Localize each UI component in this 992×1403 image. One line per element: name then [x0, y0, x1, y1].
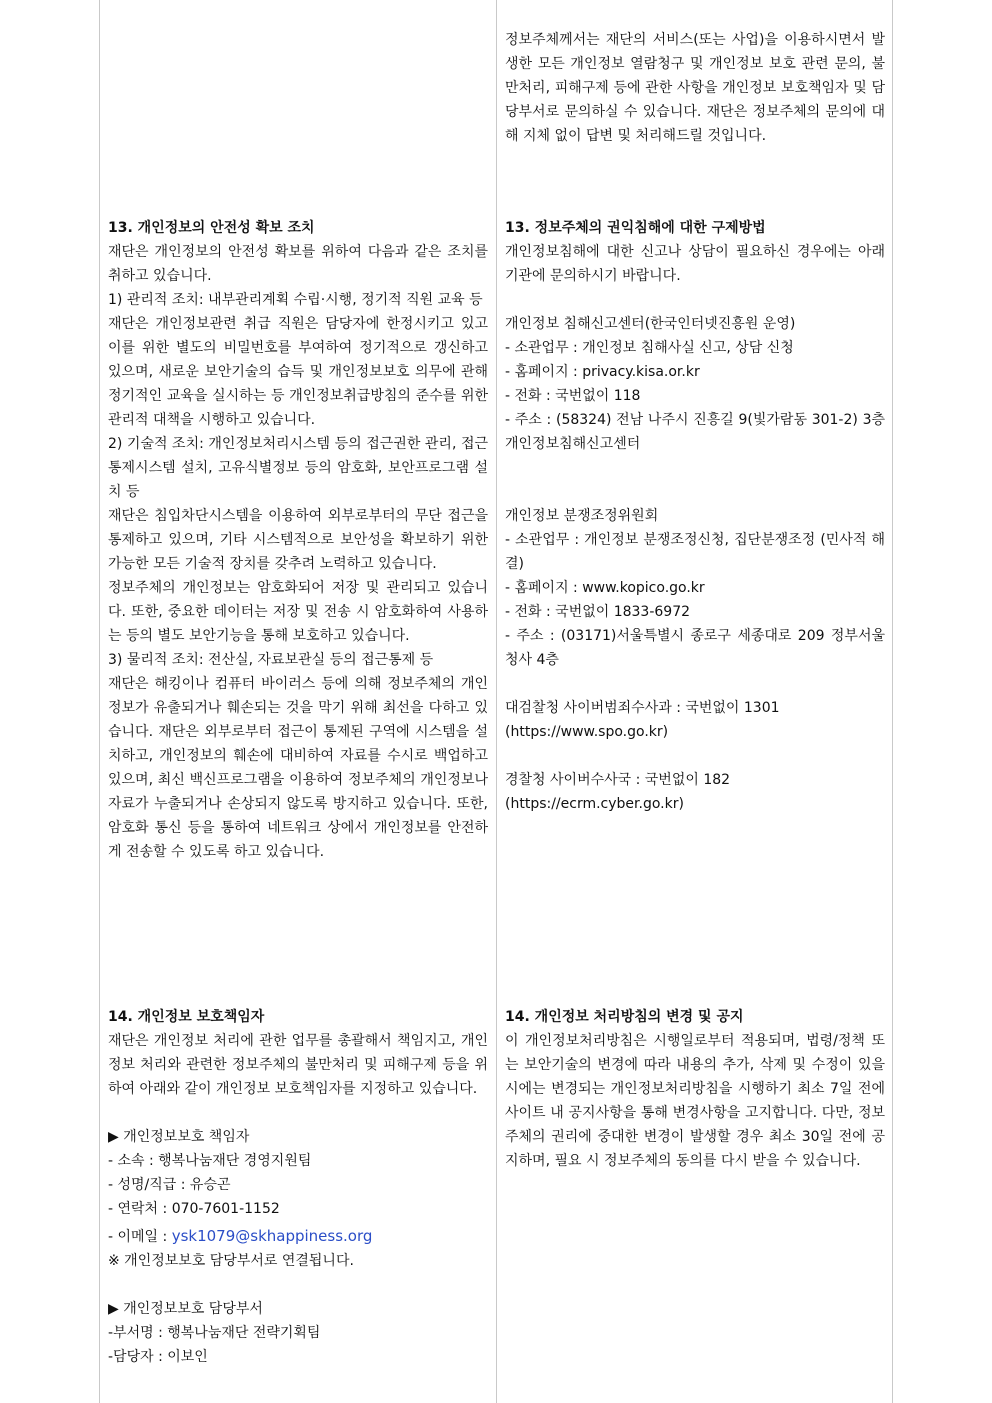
- agency-name: 경찰청 사이버수사국 : 국번없이 182: [505, 772, 731, 788]
- paragraph: 1) 관리적 조치: 내부관리계획 수립·시행, 정기적 직원 교육 등: [108, 292, 483, 308]
- section-14-left-title: 14. 개인정보 보호책임자: [108, 1009, 265, 1025]
- paragraph: 재단은 해킹이나 컴퓨터 바이러스 등에 의해 정보주체의 개인정보가 유출되거나 훼손되는 것을 막기 위해 최선을 다하고 있습니다. 재단은 외부로부터 접근이 통제된 구역에 시스템을 설치하고, 개인정보의 훼손에 대비하여 자료를 수시로 백업하고 있으며, 최신 백신프로그램을 이용하여 정보주체의 개인정보나 자료가 누출되거나 손상되지 않도록 방지하고 있습니다. 또한, 암호화 통신 등을 통하여 네트워크 상에서 개인정보를 안전하게 전송할 수 있도록 하고 있습니다.: [108, 676, 488, 860]
- rights-inquiry-paragraph: [505, 28, 885, 148]
- rights-inquiry-text: 정보주체께서는 재단의 서비스(또는 사업)을 이용하시면서 발생한 모든 개인정보 열람청구 및 개인정보 보호 관련 문의, 불만처리, 피해구제 등에 관한 사항을 개인정보 보호책임자 및 담당부서로 문의하실 수 있습니다. 재단은 정보주체의 문의에 대해 지체 없이 답변 및 처리해드릴 것입니다.: [505, 32, 885, 144]
- table-border-right: [892, 0, 893, 1403]
- agency-detail: - 홈페이지 : privacy.kisa.or.kr: [505, 364, 700, 380]
- officer-email-link[interactable]: ysk1079@skhappiness.org: [171, 1227, 373, 1245]
- agency-name: 개인정보 분쟁조정위원회: [505, 508, 659, 524]
- agency-detail: - 전화 : 국번없이 118: [505, 388, 641, 404]
- section-13-security-measures: [108, 216, 488, 864]
- dept-name: -부서명 : 행복나눔재단 전략기획팀: [108, 1325, 321, 1341]
- paragraph: 재단은 개인정보관련 취급 직원은 담당자에 한정시키고 있고 이를 위한 별도의 비밀번호를 부여하여 정기적으로 갱신하고 있으며, 새로운 보안기술의 습득 및 개인정보보호 의무에 관해 정기적인 교육을 실시하는 등 개인정보취급방침의 준수를 위한 관리적 대책을 시행하고 있습니다.: [108, 316, 488, 428]
- section-14-privacy-officer: [108, 1005, 488, 1369]
- section-13-right-title: 13. 정보주체의 권익침해에 대한 구제방법: [505, 220, 766, 236]
- officer-heading: ▶ 개인정보보호 책임자: [108, 1129, 250, 1145]
- officer-note: ※ 개인정보보호 담당부서로 연결됩니다.: [108, 1253, 354, 1269]
- agency-url: (https://ecrm.cyber.go.kr): [505, 796, 684, 812]
- agency-detail: - 소관업무 : 개인정보 침해사실 신고, 상담 신청: [505, 340, 794, 356]
- officer-phone: - 연락처 : 070-7601-1152: [108, 1201, 280, 1217]
- agency-url: (https://www.spo.go.kr): [505, 724, 669, 740]
- table-border-middle: [496, 0, 497, 1403]
- section-13-left-title: 13. 개인정보의 안전성 확보 조치: [108, 220, 315, 236]
- officer-email-row: [108, 1224, 488, 1249]
- paragraph: 재단은 개인정보 처리에 관한 업무를 총괄해서 책임지고, 개인정보 처리와 관련한 정보주체의 불만처리 및 피해구제 등을 위하여 아래와 같이 개인정보 보호책임자를 지정하고 있습니다.: [108, 1033, 488, 1097]
- dept-person: -담당자 : 이보인: [108, 1349, 208, 1365]
- paragraph: 개인정보침해에 대한 신고나 상담이 필요하신 경우에는 아래 기관에 문의하시기 바랍니다.: [505, 244, 885, 284]
- agency-detail: - 전화 : 국번없이 1833-6972: [505, 604, 691, 620]
- paragraph: 정보주체의 개인정보는 암호화되어 저장 및 관리되고 있습니다. 또한, 중요한 데이터는 저장 및 전송 시 암호화하여 사용하는 등의 별도 보안기능을 통해 보호하고 있습니다.: [108, 580, 488, 644]
- agency-detail: - 홈페이지 : www.kopico.go.kr: [505, 580, 705, 596]
- section-13-remedies: [505, 216, 885, 816]
- officer-org: - 소속 : 행복나눔재단 경영지원팀: [108, 1153, 312, 1169]
- section-14-policy-changes: [505, 1005, 885, 1173]
- paragraph: 3) 물리적 조치: 전산실, 자료보관실 등의 접근통제 등: [108, 652, 434, 668]
- agency-detail: - 소관업무 : 개인정보 분쟁조정신청, 집단분쟁조정 (민사적 해결): [505, 532, 885, 572]
- agency-detail: - 주소 : (58324) 전남 나주시 진흥길 9(빛가람동 301-2) 3층 개인정보침해신고센터: [505, 412, 885, 452]
- paragraph: 재단은 침입차단시스템을 이용하여 외부로부터의 무단 접근을 통제하고 있으며, 기타 시스템적으로 보안성을 확보하기 위한 가능한 모든 기술적 장치를 갖추려 노력하고 있습니다.: [108, 508, 488, 572]
- paragraph: 2) 기술적 조치: 개인정보처리시스템 등의 접근권한 관리, 접근통제시스템 설치, 고유식별정보 등의 암호화, 보안프로그램 설치 등: [108, 436, 488, 500]
- dept-heading: ▶ 개인정보보호 담당부서: [108, 1301, 263, 1317]
- officer-name: - 성명/직급 : 유승곤: [108, 1177, 231, 1193]
- paragraph: 재단은 개인정보의 안전성 확보를 위하여 다음과 같은 조치를 취하고 있습니다.: [108, 244, 488, 284]
- paragraph: 이 개인정보처리방침은 시행일로부터 적용되며, 법령/정책 또는 보안기술의 변경에 따라 내용의 추가, 삭제 및 수정이 있을 시에는 변경되는 개인정보처리방침을 시행하기 최소 7일 전에 사이트 내 공지사항을 통해 변경사항을 고지합니다. 다만, 정보주체의 권리에 중대한 변경이 발생할 경우 최소 30일 전에 공지하며, 필요 시 정보주체의 동의를 다시 받을 수 있습니다.: [505, 1033, 885, 1169]
- agency-name: 대검찰청 사이버범죄수사과 : 국번없이 1301: [505, 700, 780, 716]
- section-14-right-title: 14. 개인정보 처리방침의 변경 및 공지: [505, 1009, 744, 1025]
- table-border-left: [99, 0, 100, 1403]
- officer-email-label: - 이메일 :: [108, 1229, 172, 1245]
- agency-name: 개인정보 침해신고센터(한국인터넷진흥원 운영): [505, 316, 796, 332]
- agency-detail: - 주소 : (03171)서울특별시 종로구 세종대로 209 정부서울청사 4층: [505, 628, 885, 668]
